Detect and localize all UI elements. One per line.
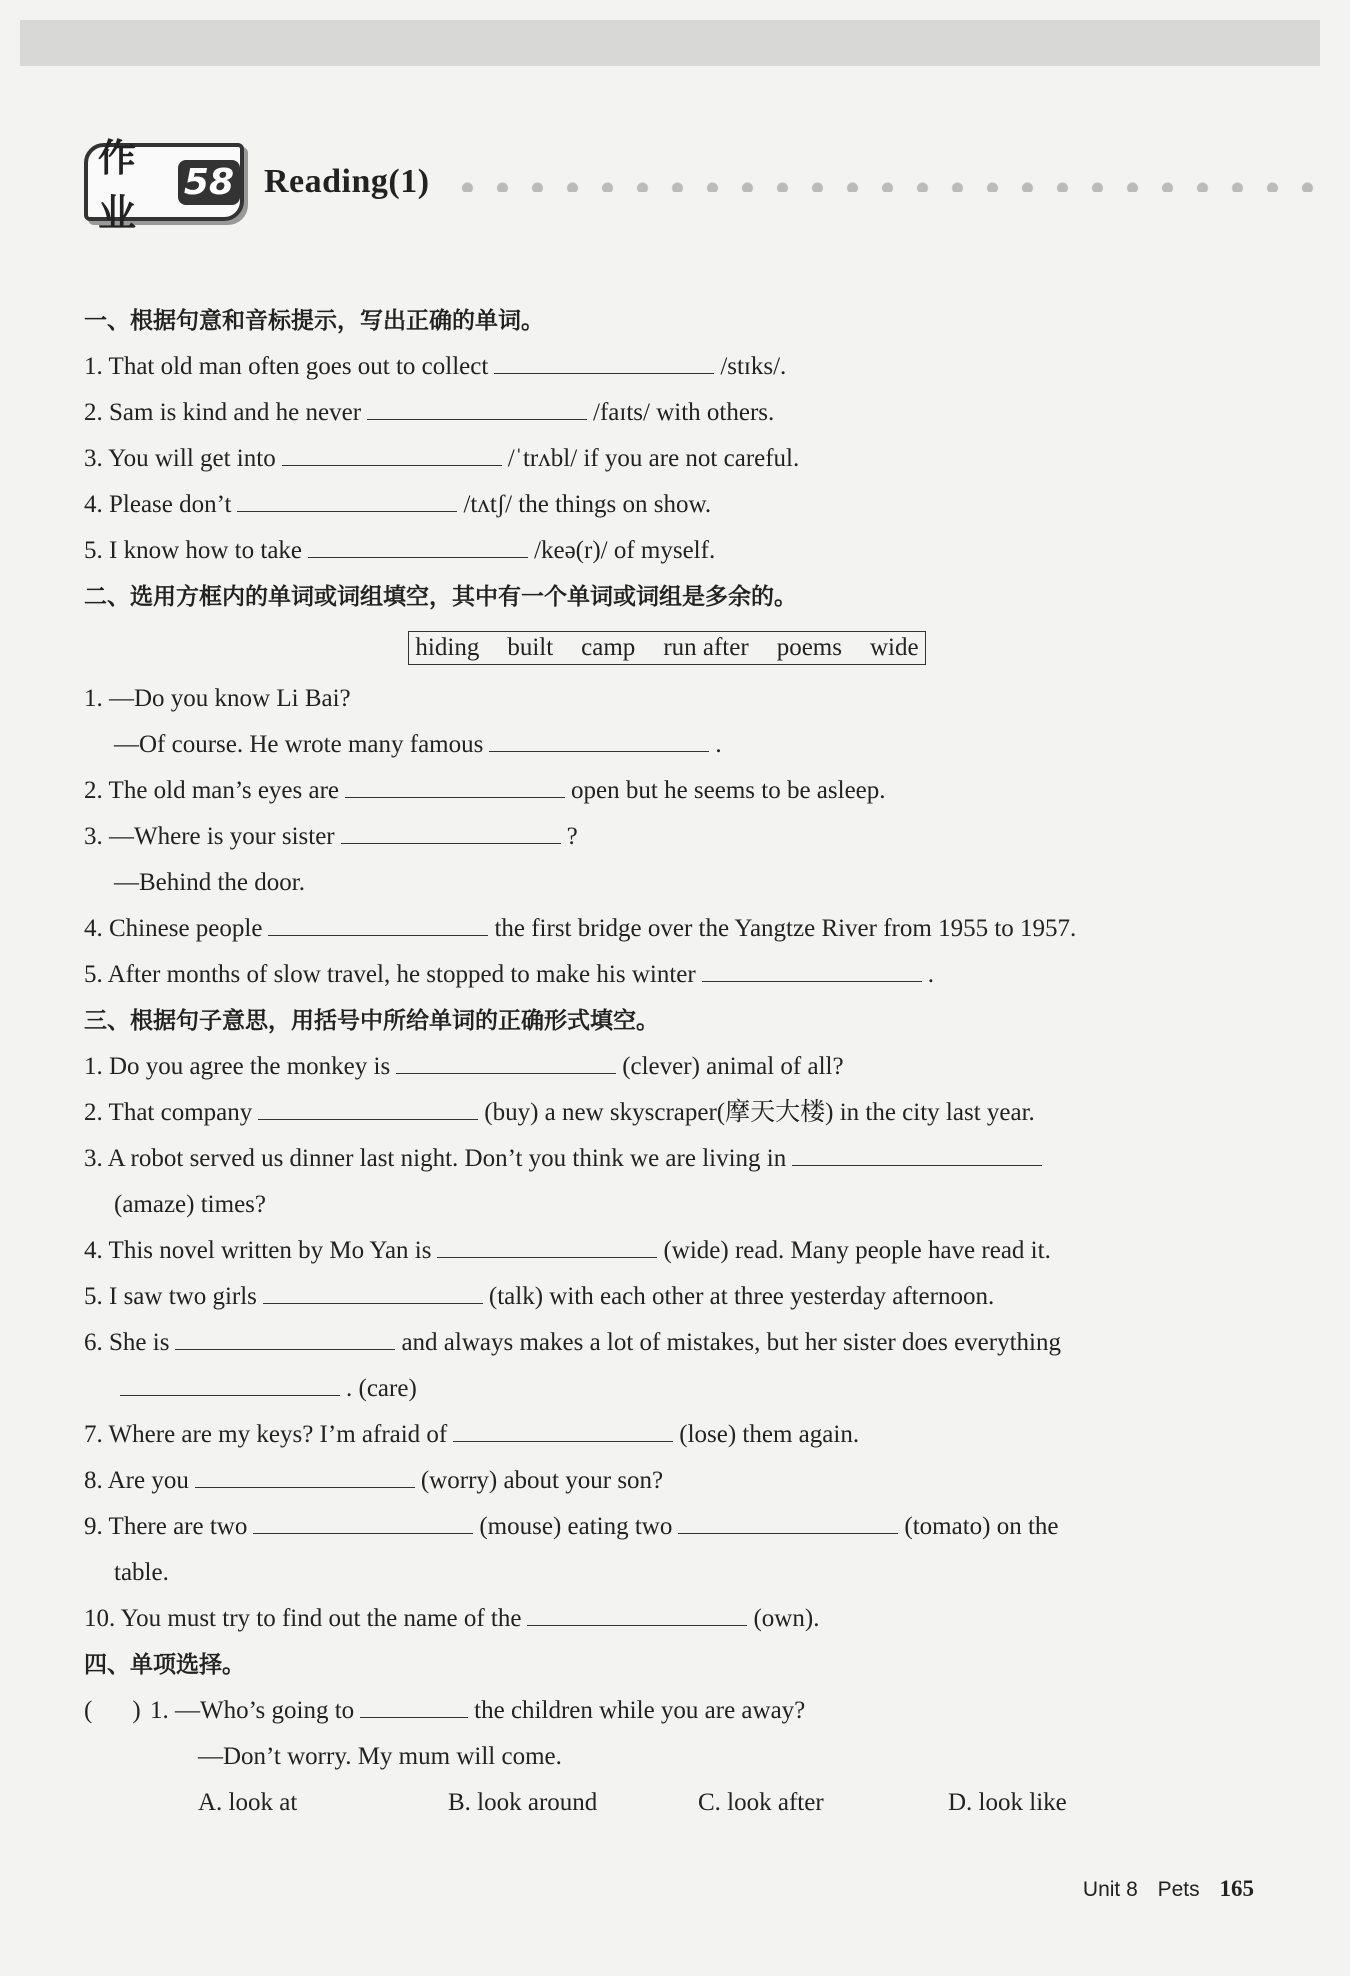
badge-number: 58 [178,160,240,205]
answer-blank[interactable] [282,441,502,466]
word-option: built [507,634,554,661]
answer-blank[interactable] [175,1325,395,1350]
answer-blank[interactable] [453,1417,673,1442]
word-option: camp [581,634,636,661]
s4-question-1: ( ) 1. —Who’s going to the children while you are away? [84,1688,1250,1734]
answer-blank[interactable] [258,1095,478,1120]
answer-blank[interactable] [437,1233,657,1258]
page-number: 165 [1219,1876,1254,1901]
s3-question-5: 5. I saw two girls (talk) with each other at three yesterday afternoon. [84,1274,1250,1320]
badge-text: 作业 [98,136,137,235]
answer-blank[interactable] [702,957,922,982]
answer-blank[interactable] [367,395,587,420]
answer-blank[interactable] [396,1049,616,1074]
answer-blank[interactable] [527,1601,747,1626]
s4-question-1-reply: —Don’t worry. My mum will come. [198,1743,562,1770]
section-2-heading: 二、选用方框内的单词或词组填空，其中有一个单词或词组是多余的。 [84,584,797,610]
s2-question-1: 1. —Do you know Li Bai? [84,685,351,712]
s1-question-5: 5. I know how to take /keə(r)/ of myself. [84,528,1250,574]
s3-question-6: 6. She is and always makes a lot of mistakes, but her sister does everything [84,1320,1250,1366]
answer-blank[interactable] [120,1371,340,1396]
s3-question-4: 4. This novel written by Mo Yan is (wide) read. Many people have read it. [84,1228,1250,1274]
answer-blank[interactable] [489,727,709,752]
word-option: wide [869,634,919,661]
word-option: run after [663,634,749,661]
word-box [408,631,925,665]
s2-question-3: 3. —Where is your sister ? [84,814,1250,860]
option-a[interactable]: A. look at [198,1789,298,1816]
s3-question-3: 3. A robot served us dinner last night. Don’t you think we are living in [84,1136,1250,1182]
footer-unit: Unit 8 [1082,1878,1138,1901]
s1-question-1: 1. That old man often goes out to collect /stɪks/. [84,344,1250,390]
s4-question-1-options [84,1780,1250,1826]
s2-question-1-reply: —Of course. He wrote many famous . [84,722,1250,768]
answer-blank[interactable] [268,911,488,936]
footer-topic: Pets [1157,1878,1200,1901]
s3-question-9: 9. There are two (mouse) eating two (tomato) on the [84,1504,1250,1550]
s1-question-3: 3. You will get into /ˈtrʌbl/ if you are not careful. [84,436,1250,482]
homework-badge [84,136,244,235]
section-4-heading: 四、单项选择。 [84,1652,245,1678]
s3-question-8: 8. Are you (worry) about your son? [84,1458,1250,1504]
s3-question-7: 7. Where are my keys? I’m afraid of (lose) them again. [84,1412,1250,1458]
answer-blank[interactable] [494,349,714,374]
answer-blank[interactable] [678,1509,898,1534]
answer-blank[interactable] [263,1279,483,1304]
answer-blank[interactable] [360,1693,468,1718]
s2-question-3-reply: —Behind the door. [114,869,305,896]
option-b[interactable]: B. look around [448,1789,598,1816]
exercise-header [84,136,430,235]
word-option: hiding [415,634,480,661]
option-c[interactable]: C. look after [698,1789,824,1816]
answer-blank[interactable] [253,1509,473,1534]
page-title: Reading(1) [264,163,430,200]
word-option: poems [776,634,842,661]
s3-question-2: 2. That company (buy) a new skyscraper(摩天大楼) in the city last year. [84,1090,1250,1136]
page-footer [1083,1876,1254,1902]
s3-question-10: 10. You must try to find out the name of the (own). [84,1596,1250,1642]
section-3-heading: 三、根据句子意思，用括号中所给单词的正确形式填空。 [84,1008,659,1034]
answer-blank[interactable] [308,533,528,558]
answer-paren[interactable]: ( ) [84,1697,141,1724]
answer-blank[interactable] [792,1141,1042,1166]
answer-blank[interactable] [195,1463,415,1488]
dotted-rule [450,182,1330,192]
exercise-content [84,298,1250,1826]
section-1-heading: 一、根据句意和音标提示，写出正确的单词。 [84,308,544,334]
answer-blank[interactable] [237,487,457,512]
page-top-band [20,20,1320,66]
s1-question-2: 2. Sam is kind and he never /faɪts/ with others. [84,390,1250,436]
s3-question-9-cont: table. [114,1559,169,1586]
word-box-row [84,620,1250,676]
answer-blank[interactable] [345,773,565,798]
s1-question-4: 4. Please don’t /tʌtʃ/ the things on show. [84,482,1250,528]
s3-question-1: 1. Do you agree the monkey is (clever) animal of all? [84,1044,1250,1090]
answer-blank[interactable] [341,819,561,844]
s3-question-6-cont: . (care) [84,1366,1250,1412]
s2-question-2: 2. The old man’s eyes are open but he seems to be asleep. [84,768,1250,814]
option-d[interactable]: D. look like [948,1789,1067,1816]
s2-question-5: 5. After months of slow travel, he stopped to make his winter . [84,952,1250,998]
s3-question-3-cont: (amaze) times? [114,1191,266,1218]
s2-question-4: 4. Chinese people the first bridge over the Yangtze River from 1955 to 1957. [84,906,1250,952]
